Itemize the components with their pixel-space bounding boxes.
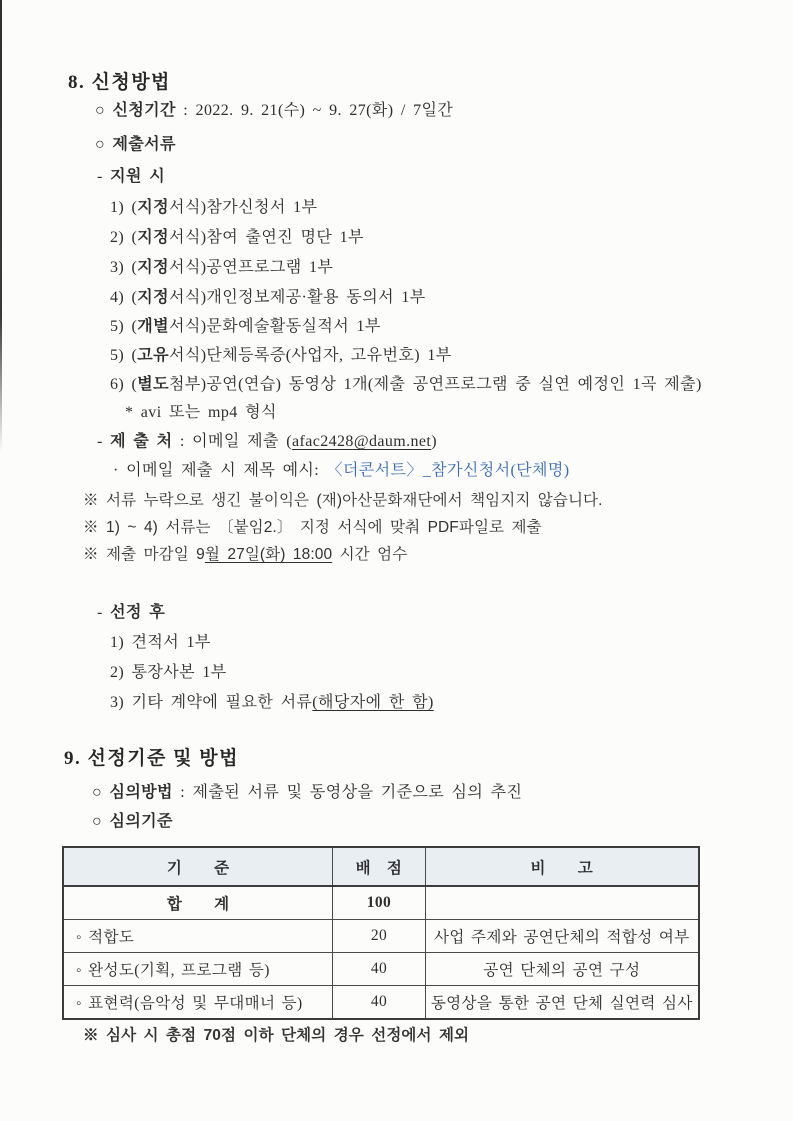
- total-remark: [425, 886, 699, 920]
- sel-doc-item-3: 3) 기타 계약에 필요한 서류(해당자에 한 함): [110, 694, 434, 711]
- points-suitability: 20: [333, 920, 425, 953]
- table-row-total: [63, 886, 699, 920]
- remark-expressiveness: 동영상을 통한 공연 단체 실연력 심사: [425, 986, 699, 1020]
- section-8-heading: 8. 신청방법: [68, 72, 171, 93]
- criteria-table-header-row: [63, 847, 699, 886]
- email-subject-example: · 이메일 제출 시 제목 예시: 〈더콘서트〉_참가신청서(단체명): [113, 462, 570, 479]
- application-period-line: ○ 신청기간 : 2022. 9. 21(수) ~ 9. 27(화) / 7일간: [95, 102, 454, 119]
- table-row-suitability: [63, 920, 699, 953]
- table-row-expressiveness: [63, 986, 699, 1020]
- total-points: 100: [333, 886, 425, 920]
- remark-completeness: 공연 단체의 공연 구성: [425, 953, 699, 986]
- col-header-remarks: 비 고: [425, 847, 699, 886]
- review-criteria-label: ○ 심의기준: [92, 813, 173, 830]
- sel-doc-item-2: 2) 통장사본 1부: [110, 664, 227, 681]
- remark-suitability: 사업 주제와 공연단체의 적합성 여부: [425, 920, 699, 953]
- scan-edge-artifact: [0, 0, 2, 452]
- after-selection-label: - 선정 후: [97, 604, 166, 621]
- doc-item-4: 4) (지정서식)개인정보제공·활용 동의서 1부: [110, 289, 426, 306]
- doc-item-1: 1) (지정서식)참가신청서 1부: [110, 199, 318, 216]
- col-header-criteria: 기 준: [63, 847, 333, 886]
- doc-item-2: 2) (지정서식)참여 출연진 명단 1부: [110, 229, 364, 246]
- submission-address-line: - 제 출 처 : 이메일 제출 (afac2428@daum.net): [97, 433, 437, 450]
- table-row-completeness: [63, 953, 699, 986]
- video-format-note: * avi 또는 mp4 형식: [125, 404, 277, 421]
- points-completeness: 40: [333, 953, 425, 986]
- note-missing-docs: ※ 서류 누락으로 생긴 불이익은 (재)아산문화재단에서 책임지지 않습니다.: [83, 492, 603, 509]
- doc-item-3: 3) (지정서식)공연프로그램 1부: [110, 259, 334, 276]
- email-subject-example-text: 〈더콘서트〉_참가신청서(단체명): [326, 462, 570, 479]
- criteria-table: [62, 846, 700, 1020]
- score-exclusion-footnote: ※ 심사 시 총점 70점 이하 단체의 경우 선정에서 제외: [83, 1027, 470, 1044]
- review-method-line: ○ 심의방법 : 제출된 서류 및 동영상을 기준으로 심의 추진: [92, 784, 523, 801]
- section-9-heading: 9. 선정기준 및 방법: [64, 748, 239, 769]
- criteria-expressiveness: ◦ 표현력(음악성 및 무대매너 등): [63, 986, 333, 1020]
- criteria-suitability: ◦ 적합도: [63, 920, 333, 953]
- email-address: afac2428@daum.net: [291, 433, 432, 450]
- total-label: 합 계: [63, 886, 333, 920]
- note-pdf-format: ※ 1) ~ 4) 서류는 〔붙임2.〕 지정 서식에 맞춰 PDF파일로 제출: [83, 519, 542, 536]
- doc-item-5a: 5) (개별서식)문화예술활동실적서 1부: [110, 318, 381, 335]
- points-expressiveness: 40: [333, 986, 425, 1020]
- doc-item-5b: 5) (고유서식)단체등록증(사업자, 고유번호) 1부: [110, 347, 452, 364]
- at-application-label: - 지원 시: [97, 168, 166, 185]
- sel-doc-item-1: 1) 견적서 1부: [110, 634, 211, 651]
- note-deadline: ※ 제출 마감일 9월 27일(화) 18:00 시간 엄수: [83, 546, 408, 563]
- col-header-points: 배 점: [333, 847, 425, 886]
- criteria-completeness: ◦ 완성도(기획, 프로그램 등): [63, 953, 333, 986]
- submission-docs-label: ○ 제출서류: [95, 136, 176, 153]
- doc-item-6: 6) (별도첨부)공연(연습) 동영상 1개(제출 공연프로그램 중 실연 예정인 1곡 제출): [110, 376, 702, 393]
